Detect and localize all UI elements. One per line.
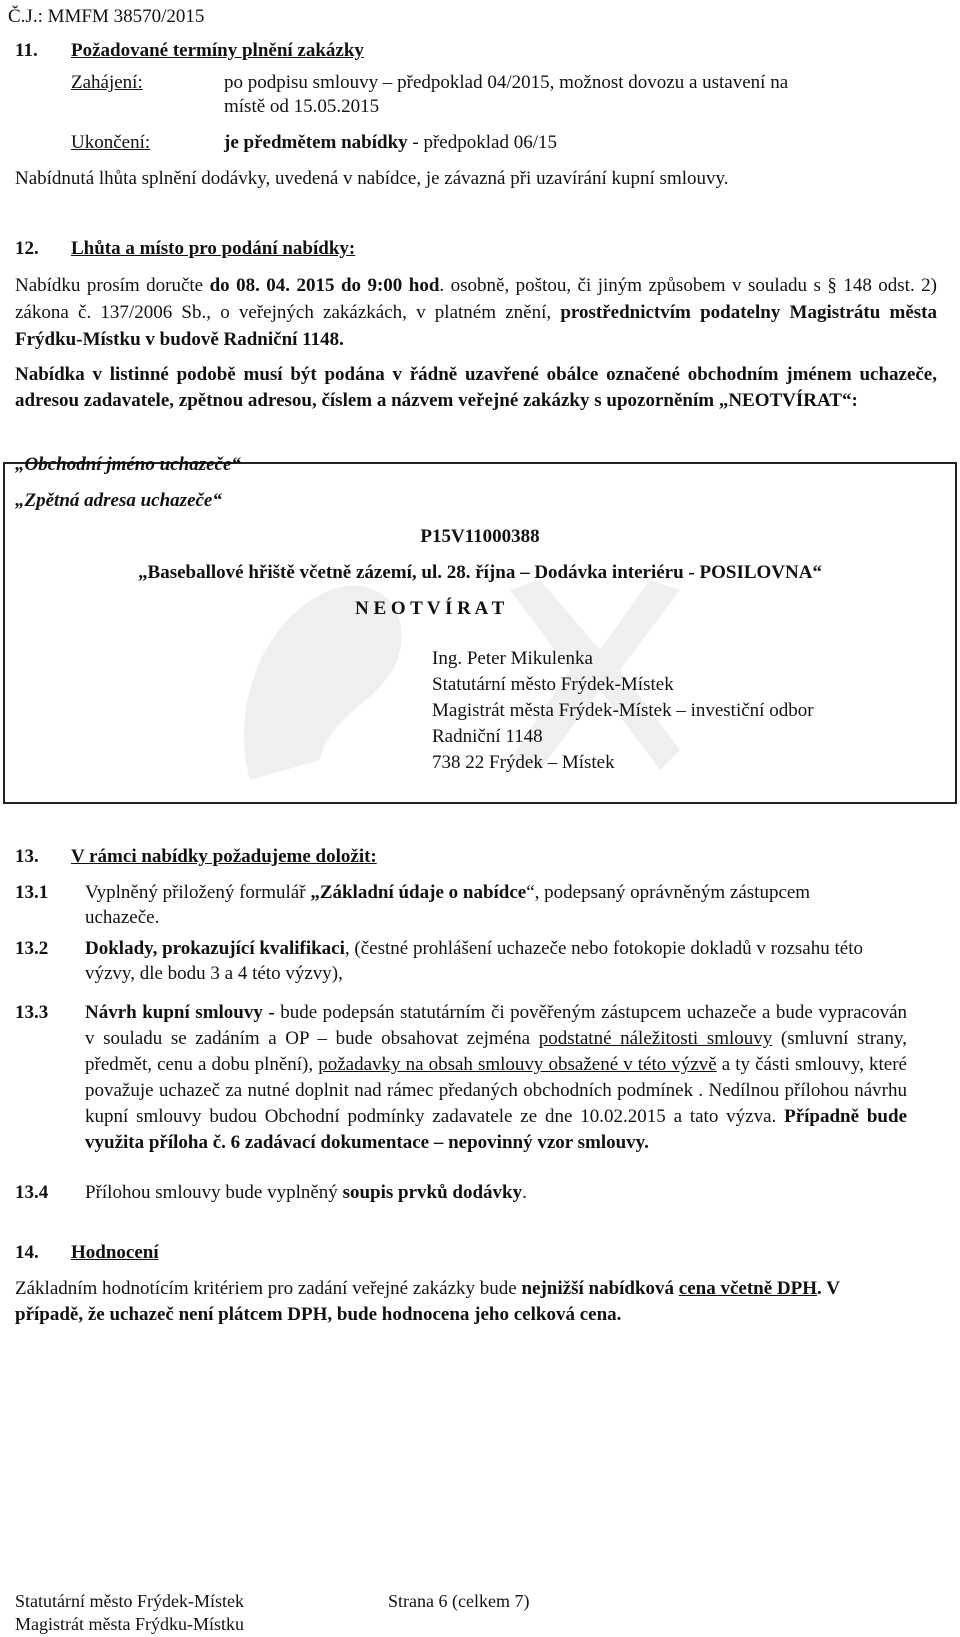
item-13-1-c: “, podepsaný oprávněným zástupcem uchazeče.: [85, 882, 811, 928]
footer-org-line2: Magistrát města Frýdku-Místku: [15, 1614, 244, 1634]
start-text-line2: místě od 15.05.2015: [224, 96, 380, 117]
end-label: Ukončení:: [71, 132, 151, 153]
item-13-4-number: 13.4: [15, 1182, 49, 1203]
recipient-line-5: 738 22 Frýdek – Místek: [432, 752, 615, 773]
deadline-note: Nabídnutá lhůta splnění dodávky, uvedená v nabídce, je závazná při uzavírání kupní smlouvy.: [15, 168, 729, 189]
item-13-1-a: Vyplněný přiložený formulář: [85, 882, 311, 903]
item-13-3-f: a ty části smlouvy, které považuje uchazeč za nutné doplnit nad rámec předaných obchodních podmínek . Nedílnou přílohou návrhu kupní smlouvy budou Obchodní podmínky zadavatele ze dne 10.02.2015 a tato výzva.: [85, 1054, 907, 1127]
item-13-2-number: 13.2: [15, 938, 49, 959]
footer-page-number: Strana 6 (celkem 7): [388, 1591, 530, 1611]
recipient-line-3: Magistrát města Frýdek-Místek – investiční odbor: [432, 700, 814, 721]
end-text: [224, 130, 557, 155]
envelope-return-address: „Zpětná adresa uchazeče“: [15, 490, 222, 511]
item-13-4-a: Přílohou smlouvy bude vyplněný: [85, 1182, 343, 1203]
item-13-3-g: Případně bude využita příloha č. 6 zadávací dokumentace – nepovinný vzor smlouvy.: [85, 1106, 908, 1153]
item-13-1-number: 13.1: [15, 882, 49, 903]
section-11-number: 11.: [15, 40, 38, 61]
item-13-1-text: [85, 880, 885, 930]
evaluation-b: nejnižší nabídková: [521, 1278, 679, 1299]
envelope-contract-name: „Baseballové hřiště včetně zázemí, ul. 28. října – Dodávka interiéru - POSILOVNA“: [138, 562, 822, 583]
section-12-title: Lhůta a místo pro podání nabídky:: [71, 238, 356, 259]
start-label: Zahájení:: [71, 72, 143, 93]
recipient-line-2: Statutární město Frýdek-Místek: [432, 674, 674, 695]
section-14-number: 14.: [15, 1242, 39, 1263]
submission-text-a: Nabídku prosím doručte: [15, 275, 210, 296]
evaluation-paragraph: [15, 1276, 895, 1328]
evaluation-a: Základním hodnotícím kritériem pro zadání veřejné zakázky bude: [15, 1278, 522, 1299]
item-13-3-essentials: podstatné náležitosti smlouvy: [538, 1028, 773, 1049]
item-13-2-text: [85, 936, 875, 986]
section-12-number: 12.: [15, 238, 39, 259]
item-13-3-a: Návrh kupní smlouvy -: [85, 1002, 275, 1023]
item-13-4-c: .: [522, 1182, 527, 1203]
section-13-number: 13.: [15, 846, 39, 867]
envelope-do-not-open: N E O T V Í R A T: [355, 598, 505, 619]
item-13-3-b: bude podepsán statutárním či pověřeným zástupcem uchazeče a bude vypracován v souladu se zadáním a OP – bude obsahovat zejména: [85, 1002, 907, 1049]
submission-law: 137/2006 Sb.: [100, 302, 207, 323]
envelope-company-name: „Obchodní jméno uchazeče“: [15, 454, 241, 475]
evaluation-price: cena včetně DPH: [678, 1278, 818, 1299]
end-text-rest: - předpoklad 06/15: [407, 132, 557, 153]
recipient-line-4: Radniční 1148: [432, 726, 543, 747]
item-13-3-text: [85, 1000, 907, 1156]
submission-paragraph: [15, 272, 937, 353]
section-14-title: Hodnocení: [71, 1242, 159, 1263]
end-text-bold: je předmětem nabídky: [224, 132, 408, 153]
submission-place: prostřednictvím podatelny Magistrátu města Frýdku-Místku v budově Radniční 1148.: [15, 302, 937, 350]
envelope-code: P15V11000388: [420, 526, 540, 547]
section-11-title: Požadované termíny plnění zakázky: [71, 40, 364, 61]
document-reference: Č.J.: MMFM 38570/2015: [8, 6, 205, 27]
submission-deadline: do 08. 04. 2015 do 9:00 hod: [209, 275, 440, 296]
item-13-4-b: soupis prvků dodávky: [342, 1182, 523, 1203]
start-text-line1: po podpisu smlouvy – předpoklad 04/2015, možnost dovozu a ustavení na: [224, 72, 789, 93]
item-13-3-d: (smluvní strany, předmět, cenu a dobu plnění),: [85, 1028, 907, 1075]
item-13-3-requirements: požadavky na obsah smlouvy obsažené v této výzvě: [318, 1054, 717, 1075]
item-13-4-text: [85, 1180, 885, 1205]
item-13-2-a: Doklady, prokazující kvalifikaci: [85, 938, 345, 959]
envelope-instructions: Nabídka v listinné podobě musí být podána v řádně uzavřené obálce označené obchodním jménem uchazeče, adresou zadavatele, zpětnou adresou, číslem a názvem veřejné zakázky s upozorněním „NEOTVÍRAT“:: [15, 364, 937, 411]
submission-text-e: , o veřejných zakázkách, v platném znění,: [206, 302, 561, 323]
submission-text-c: . osobně, poštou, či jiným způsobem v souladu s § 148 odst. 2) zákona č.: [15, 275, 937, 323]
section-13-title: V rámci nabídky požadujeme doložit:: [71, 846, 377, 867]
footer-org-line1: Statutární město Frýdek-Místek: [15, 1591, 244, 1611]
item-13-3-number: 13.3: [15, 1002, 49, 1023]
item-13-1-form-name: „Základní údaje o nabídce: [310, 882, 527, 903]
evaluation-d: . V případě, že uchazeč není plátcem DPH, bude hodnocena jeho celková cena.: [15, 1278, 840, 1325]
recipient-line-1: Ing. Peter Mikulenka: [432, 648, 593, 669]
item-13-2-b: , (čestné prohlášení uchazeče nebo fotokopie dokladů v rozsahu této výzvy, dle bodu 3 a 4 této výzvy),: [85, 938, 863, 984]
